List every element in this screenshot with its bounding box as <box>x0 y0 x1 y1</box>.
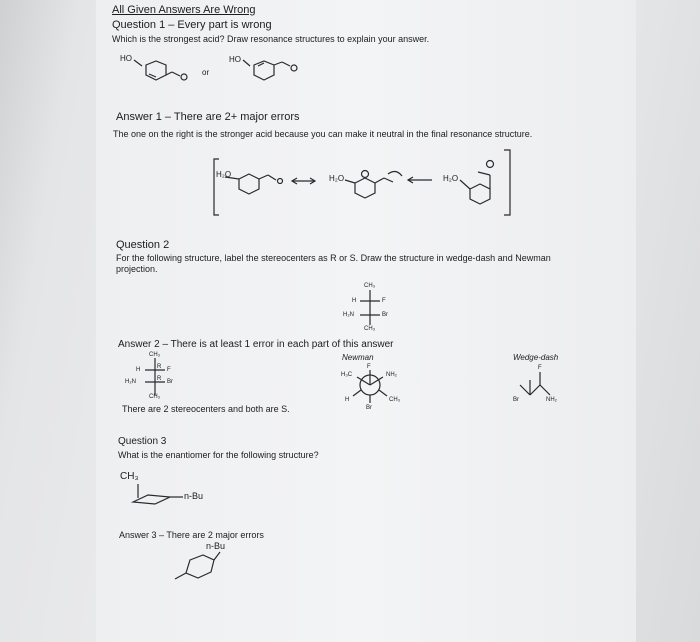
res-structure-3-label: H₂O <box>443 174 459 183</box>
answer2-fischer-r2-right: Br <box>167 379 173 385</box>
q2-fischer-r2-left: H₂N <box>343 312 354 318</box>
q3-heading: Question 3 <box>118 436 167 447</box>
res-structure-1-label: H₂O <box>216 170 232 179</box>
answer1-text: The one on the right is the stronger acid because you can make it neutral in the final resonance structure. <box>113 129 533 139</box>
q3-ch3-label: CH₃ <box>120 471 139 482</box>
newman-back-bottom: Br <box>366 405 372 411</box>
answer2-heading: Answer 2 – There is at least 1 error in each part of this answer <box>118 339 394 350</box>
newman-front-top: F <box>367 364 371 370</box>
answer2-fischer-bottom: CH₃ <box>149 394 161 400</box>
q3-prompt: What is the enantiomer for the following structure? <box>118 450 319 460</box>
newman-title: Newman <box>342 353 374 362</box>
page-title: All Given Answers Are Wrong <box>112 4 256 16</box>
q1-prompt: Which is the strongest acid? Draw resonance structures to explain your answer. <box>112 34 430 44</box>
answer2-fischer-r1-mark: R <box>157 364 162 370</box>
q3-nbu-label: n-Bu <box>184 491 204 501</box>
answer3-heading: Answer 3 – There are 2 major errors <box>119 530 264 540</box>
newman-back-left: H <box>345 397 350 403</box>
answer2-fischer-r2-mark: R <box>157 376 162 382</box>
res-structure-2-label: H₂O <box>329 174 345 183</box>
q2-fischer-bottom: CH₃ <box>364 326 376 332</box>
q2-prompt-line2: projection. <box>116 264 158 274</box>
wedge-left: Br <box>513 397 519 403</box>
answer1-heading: Answer 1 – There are 2+ major errors <box>116 111 300 123</box>
q2-fischer-r2-right: Br <box>382 312 388 318</box>
wedge-dash-title: Wedge-dash <box>513 353 559 362</box>
q1-or-label: or <box>202 68 210 77</box>
answer2-stereo-text: There are 2 stereocenters and both are S. <box>122 404 290 414</box>
q2-heading: Question 2 <box>116 239 170 251</box>
q1-left-ho-label: HO <box>120 54 132 63</box>
answer2-fischer-top: CH₃ <box>149 352 161 358</box>
q2-fischer-r1-left: H <box>352 298 357 304</box>
answer2-fischer-r1-left: H <box>136 367 141 373</box>
newman-front-left: H₃C <box>341 372 353 378</box>
answer3-nbu-label: n-Bu <box>206 541 226 551</box>
wedge-top: F <box>538 365 542 371</box>
q2-fischer-r1-right: F <box>382 298 386 304</box>
wedge-right: NH₂ <box>546 397 557 403</box>
newman-front-right: NH₂ <box>386 372 397 378</box>
q2-fischer-top: CH₃ <box>364 283 376 289</box>
q1-right-ho-label: HO <box>229 55 241 64</box>
answer2-fischer-r1-right: F <box>167 367 171 373</box>
newman-back-right: CH₃ <box>389 397 401 403</box>
q2-prompt-line1: For the following structure, label the stereocenters as R or S. Draw the structure in wedge-dash and Newman <box>116 253 551 263</box>
q1-heading: Question 1 – Every part is wrong <box>112 19 272 31</box>
answer2-fischer-r2-left: H₂N <box>125 379 136 385</box>
